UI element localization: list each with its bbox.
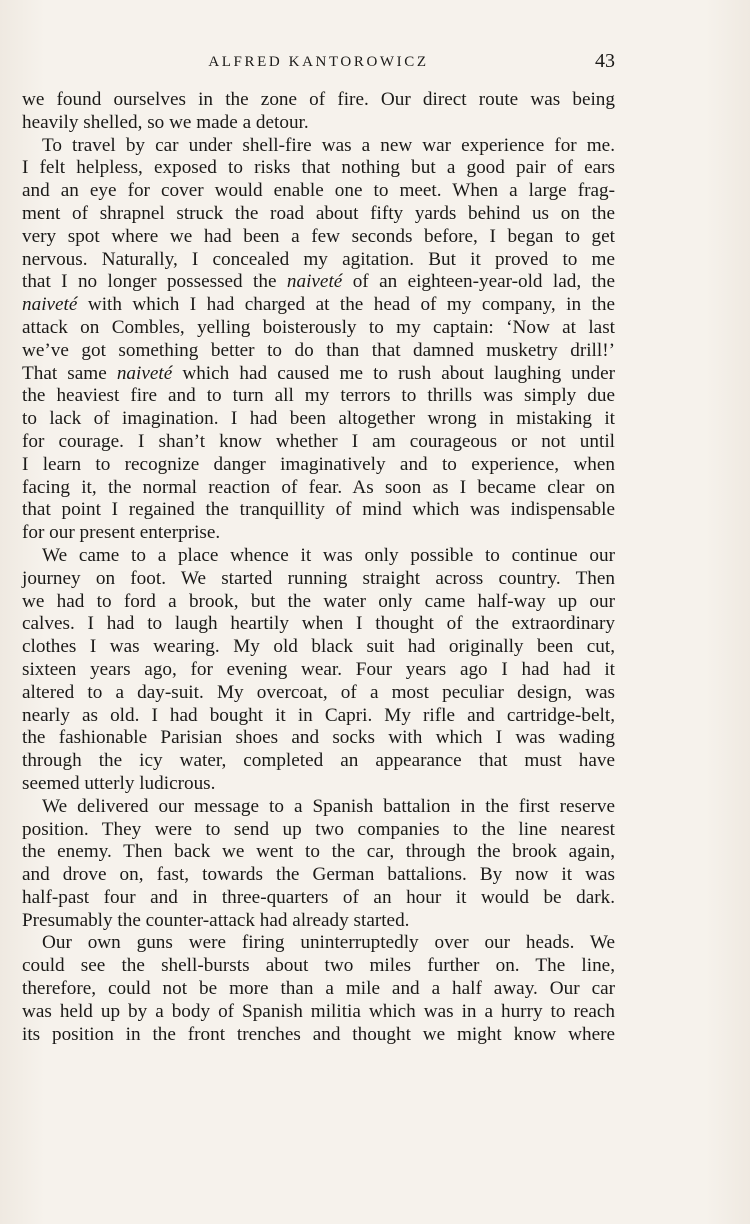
text-segment: therefore, could not be more than a mile and a half away. Our car [22,978,615,1000]
paragraph [22,545,615,796]
text-segment: nearly as old. I had bought it in Capri. My rifle and cartridge-belt, [22,704,615,726]
text-segment: with which I had charged at the head of my company, in the [77,294,615,316]
text-segment: I learn to recognize danger imaginatively and to experience, when [22,453,615,475]
italic-word: naiveté [22,294,78,316]
text-segment: position. They were to send up two companies to the line nearest [22,818,615,840]
text-segment: we found ourselves in the zone of fire. Our direct route was being [22,89,615,110]
text-segment: altered to a day-suit. My overcoat, of a most peculiar design, was [22,681,615,703]
body-text [22,89,615,1046]
text-line [22,226,615,249]
text-line [22,659,615,682]
text-segment: Our own guns were firing uninterruptedly over our heads. We [42,932,615,954]
text-line [22,431,615,454]
text-segment: and an eye for cover would enable one to meet. When a large frag- [22,180,615,202]
text-line [22,408,615,431]
text-line [22,841,615,864]
text-segment: heavily shelled, so we made a detour. [22,111,309,133]
paragraph [22,135,615,545]
text-segment: very spot where we had been a few seconds before, I began to get [22,225,615,247]
text-segment: for courage. I shan’t know whether I am courageous or not until [22,430,615,452]
text-line [22,112,615,135]
paragraph [22,932,615,1046]
text-line [22,454,615,477]
text-segment: Presumably the counter-attack had already started. [22,909,410,931]
text-line [22,1001,615,1024]
text-segment: the enemy. Then back we went to the car, through the brook again, [22,841,615,863]
text-line [22,89,615,112]
text-line [22,385,615,408]
text-line [22,705,615,728]
text-line [22,591,615,614]
text-segment: We delivered our message to a Spanish battalion in the first reserve [42,795,615,817]
text-segment: was held up by a body of Spanish militia which was in a hurry to reach [22,1000,615,1022]
text-line [22,682,615,705]
text-segment: its position in the front trenches and thought we might know where [22,1023,615,1045]
text-segment: nervous. Naturally, I concealed my agitation. But it proved to me [22,248,615,270]
text-segment: through the icy water, completed an appearance that must have [22,750,615,772]
text-line [22,203,615,226]
text-line [22,180,615,203]
text-segment: seemed utterly ludicrous. [22,772,216,794]
text-line [22,499,615,522]
text-line [22,157,615,180]
text-line [22,271,615,294]
text-segment: journey on foot. We started running straight across country. Then [22,567,615,589]
text-segment: sixteen years ago, for evening wear. Four years ago I had had it [22,658,615,680]
text-line [22,340,615,363]
text-line [22,864,615,887]
text-line [22,727,615,750]
text-line [22,294,615,317]
text-line [22,477,615,500]
page-number: 43 [595,50,615,72]
text-line [22,522,615,545]
text-line [22,613,615,636]
text-line [22,317,615,340]
text-segment: that point I regained the tranquillity of mind which was indispensable [22,499,615,521]
text-segment: of an eighteen-year-old lad, the [342,271,615,293]
text-segment: clothes I was wearing. My old black suit had originally been cut, [22,636,615,658]
text-segment: that I no longer possessed the [22,271,287,293]
text-line [22,363,615,386]
text-segment: half-past four and in three-quarters of an hour it would be dark. [22,886,615,908]
text-segment: to lack of imagination. I had been altogether wrong in mistaking it [22,408,615,430]
text-line [22,249,615,272]
italic-word: naiveté [116,362,173,384]
text-segment: could see the shell-bursts about two miles further on. The line, [22,955,615,977]
text-line [22,545,615,568]
text-line [22,887,615,910]
text-line [22,773,615,796]
text-segment: for our present enterprise. [22,522,221,544]
italic-word: naiveté [286,271,343,293]
running-head [22,52,615,78]
text-segment: the heaviest fire and to turn all my terrors to thrills was simply due [22,385,615,407]
text-segment: ment of shrapnel struck the road about fifty yards behind us on the [22,202,615,224]
text-segment: which had caused me to rush about laughing under [172,362,615,384]
text-line [22,568,615,591]
text-line [22,1024,615,1047]
text-line [22,978,615,1001]
paragraph [22,89,615,135]
text-line [22,819,615,842]
text-segment: To travel by car under shell-fire was a new war experience for me. [42,134,615,156]
text-line [22,932,615,955]
text-segment: That same [22,362,117,384]
paragraph [22,796,615,933]
text-segment: I felt helpless, exposed to risks that nothing but a good pair of ears [22,157,615,179]
text-segment: we had to ford a brook, but the water only came half-way up our [22,590,615,612]
running-title: ALFRED KANTOROWICZ [208,54,429,70]
text-line [22,910,615,933]
text-segment: attack on Combles, yelling boisterously to my captain: ‘Now at last [22,316,615,338]
text-line [22,135,615,158]
text-segment: calves. I had to laugh heartily when I thought of the extraordinary [22,613,615,635]
text-segment: we’ve got something better to do than that damned musketry drill!’ [22,339,615,361]
text-line [22,750,615,773]
text-line [22,796,615,819]
text-segment: We came to a place whence it was only possible to continue our [42,544,615,566]
text-segment: facing it, the normal reaction of fear. As soon as I became clear on [22,476,615,498]
text-line [22,636,615,659]
text-segment: and drove on, fast, towards the German battalions. By now it was [22,864,615,886]
text-segment: the fashionable Parisian shoes and socks with which I was wading [22,727,615,749]
text-line [22,955,615,978]
